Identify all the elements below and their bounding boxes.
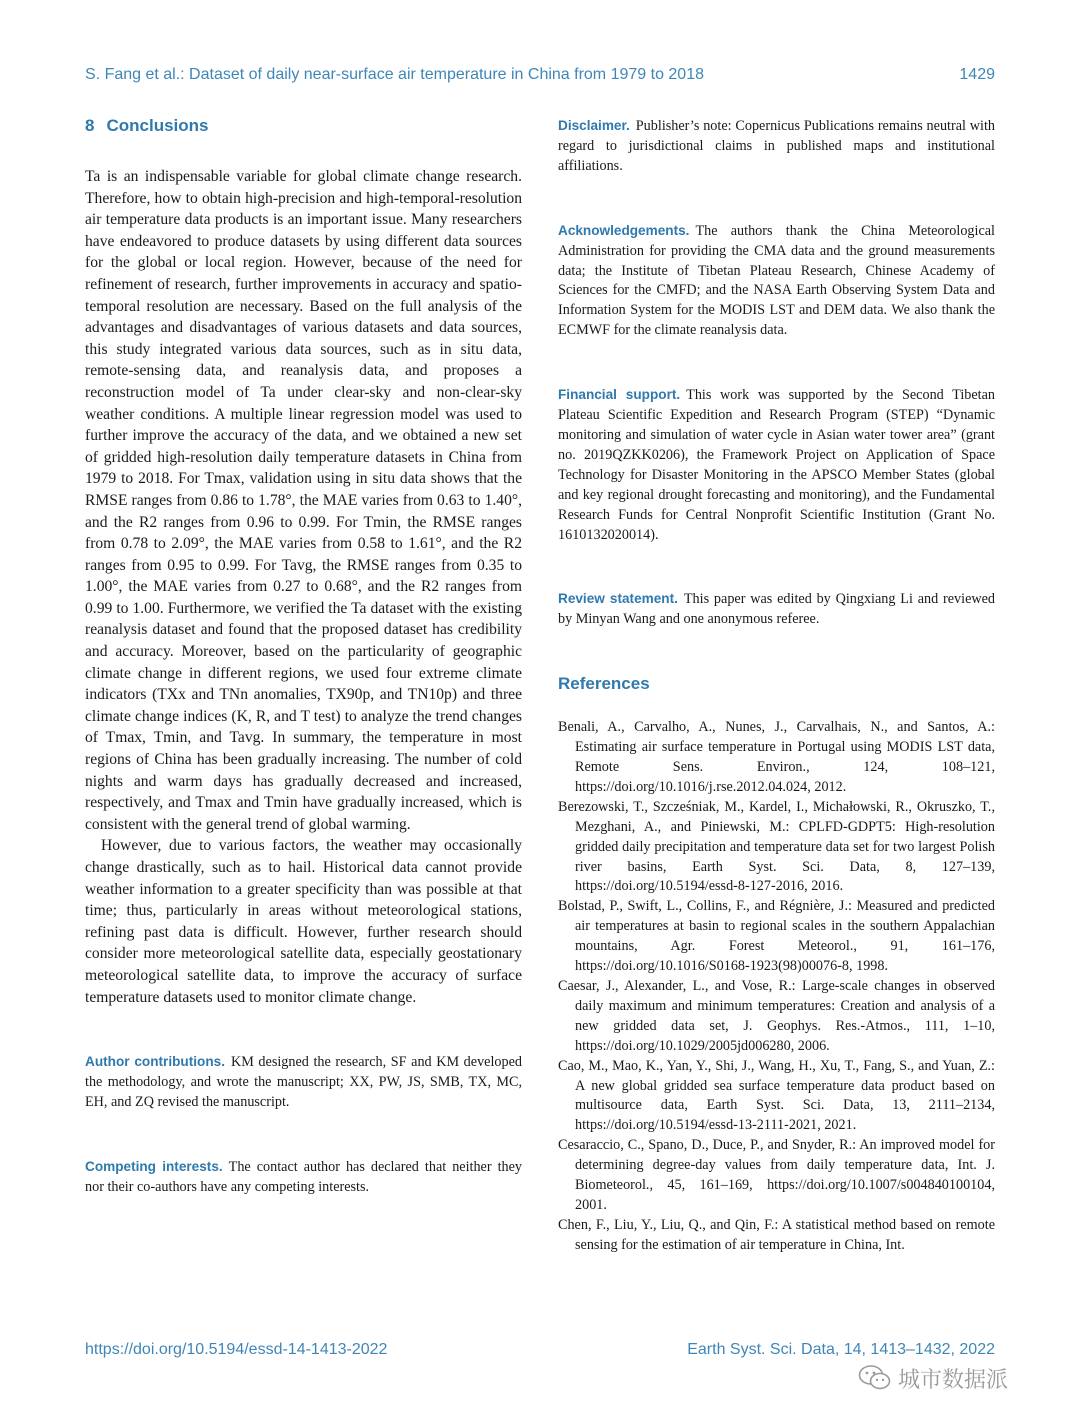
reference-item: Caesar, J., Alexander, L., and Vose, R.: Large-scale changes in observed daily maximum and minimum temperatures: Creation and analysis of a new gridded data set, J. Geophys. Res.-Atmos., 111, 1–10, https://doi.org/10.1029/2005jd006280, 2006. <box>558 978 995 1054</box>
wechat-icon <box>858 1364 892 1392</box>
financial-support-text: This work was supported by the Second Tibetan Plateau Scientific Expedition and Research Program (STEP) “Dynamic monitoring and simulation of water cycle in Asian water tower area” (grant no. 2019QZKK0206), the Framework Project on Application of Space Technology for Disaster Monitoring in the APSCO Member States (global and key regional drought forecasting and monitoring), and the Fundamental Research Funds for Central Nonprofit Scientific Institution (Grant No. 1610132020014). <box>558 387 995 543</box>
acknowledgements <box>558 221 995 341</box>
watermark-text: 城市数据派 <box>898 1367 1009 1393</box>
disclaimer <box>558 116 995 177</box>
financial-support-label: Financial support. <box>558 387 681 403</box>
reference-item: Cao, M., Mao, K., Yan, Y., Shi, J., Wang, H., Xu, T., Fang, S., and Yuan, Z.: A new global gridded sea surface temperature data product based on multisource data, Earth Syst. Sci. Data, 13, 2111–2134, https://doi.org/10.5194/essd-13-2111-2021, 2021. <box>558 1057 995 1134</box>
right-column <box>558 116 995 1256</box>
reference-item: Cesaraccio, C., Spano, D., Duce, P., and Snyder, R.: An improved model for determining degree-day values from daily temperature data, Int. J. Biometeorol., 45, 161–169, https://doi.org/10.1007/s004840100104, 2001. <box>558 1137 995 1213</box>
reference-item: Berezowski, T., Szcześniak, M., Kardel, I., Michałowski, R., Okruszko, T., Mezghani, A., and Piniewski, M.: CPLFD-GDPT5: High-resolution gridded daily precipitation and temperature data set for two largest Polish river basins, Earth Syst. Sci. Data, 8, 127–139, https://doi.org/10.5194/essd-8-127-2016, 2016. <box>558 798 995 895</box>
references-heading: References <box>558 674 650 694</box>
reference-list <box>558 718 995 1255</box>
section-heading <box>85 116 522 138</box>
watermark <box>858 1360 1008 1396</box>
footer-journal: Earth Syst. Sci. Data, 14, 1413–1432, 2022 <box>687 1341 995 1358</box>
reference-item: Bolstad, P., Swift, L., Collins, F., and Régnière, J.: Measured and predicted air temperatures at basin to regional scales in the southern Appalachian mountains, Agr. Forest Meteorol., 91, 161–176, https://doi.org/10.1016/S0168-1923(98)00076-8, 1998. <box>558 898 995 975</box>
footer-doi-link[interactable]: https://doi.org/10.5194/essd-14-1413-2022 <box>85 1341 388 1358</box>
review-statement <box>558 589 995 630</box>
author-contributions-text: KM designed the research, SF and KM developed the methodology, and wrote the manuscript; XX, PW, JS, SMB, TX, MC, EH, and ZQ revised the manuscript. <box>85 1054 522 1110</box>
reference-item: Benali, A., Carvalho, A., Nunes, J., Carvalhais, N., and Santos, A.: Estimating air surface temperature in Portugal using MODIS LST data, Remote Sens. Environ., 124, 108–121, https://doi.org/10.1016/j.rse.2012.04.024, 2012. <box>558 719 995 795</box>
disclaimer-label: Disclaimer. <box>558 118 630 133</box>
competing-interests-text: The contact author has declared that neither they nor their co-authors have any competing interests. <box>85 1158 523 1195</box>
reference-item: Chen, F., Liu, Y., Liu, Q., and Qin, F.: A statistical method based on remote sensing for the estimation of air temperature in China, Int. <box>558 1216 995 1253</box>
competing-interests-label: Competing interests. <box>85 1158 223 1174</box>
acknowledgements-text: The authors thank the China Meteorological Administration for providing the CMA data and the ground measurements data; the Institute of Tibetan Plateau Research, Chinese Academy of Sciences for the CMFD; and the NASA Earth Observing System Data and Information System for the MODIS LST and DEM data. We also thank the ECMWF for the climate reanalysis data. <box>558 222 995 339</box>
left-column <box>85 116 522 1198</box>
section-number: 8 <box>85 116 95 135</box>
financial-support <box>558 385 995 545</box>
conclusions-paragraph-2: However, due to various factors, the weather may occasionally change drastically, such as to hail. Historical data cannot provide weather information to a greater specificity than was possible at that time; thus, particularly in areas without meteorological stations, refining past data is difficult. However, further research should consider more meteorological satellite data, especially geostationary meteorological satellite data, to improve the accuracy of surface temperature datasets used to monitor climate change. <box>85 837 522 1006</box>
disclaimer-text: Publisher’s note: Copernicus Publications remains neutral with regard to jurisdictional claims in published maps and institutional affiliations. <box>558 118 995 174</box>
author-contributions-label: Author contributions. <box>85 1054 225 1070</box>
review-statement-label: Review statement. <box>558 591 678 607</box>
competing-interests <box>85 1157 522 1198</box>
acknowledgements-label: Acknowledgements. <box>558 222 690 238</box>
conclusions-paragraph-1: Ta is an indispensable variable for global climate change research. Therefore, how to obtain high-precision and high-temporal-resolution air temperature data products is an important issue. Many researchers have endeavored to produce datasets by using different data sources for the global or local region. However, because of the need for refinement of research, further improvements in accuracy and spatio-temporal resolution are necessary. Based on the full analysis of the advantages and disadvantages of various datasets and data sources, this study integrated various data sources, such as in situ data, remote-sensing data, and reanalysis data, and proposes a reconstruction model of Ta under clear-sky and non-clear-sky weather conditions. A multiple linear regression model was used to further improve the accuracy of the data, and we obtained a new set of gridded high-resolution daily temperature datasets in China from 1979 to 2018. For Tmax, validation using in situ data shows that the RMSE ranges from 0.86 to 1.78°, the MAE varies from 0.63 to 1.40°, and the R2 ranges from 0.96 to 0.99. For Tmin, the RMSE ranges from 0.78 to 2.09°, the MAE varies from 0.58 to 1.61°, and the R2 ranges from 0.95 to 0.99. For Tavg, the RMSE ranges from 0.35 to 1.00°, the MAE varies from 0.27 to 0.68°, and the R2 ranges from 0.99 to 1.00. Furthermore, we verified the Ta dataset with the existing reanalysis dataset and found that the proposed dataset has credibility and accuracy. Moreover, based on the particularity of geographic climate change in different regions, we used four extreme climate indicators (TXx and TNn anomalies, TX90p, and TN10p) and three climate change indices (K, R, and T test) to analyze the trend changes of Tmax, Tmin, and Tavg. In summary, the temperature in most regions of China has been gradually increasing. The number of cold nights and warm days has gradually decreased and increased, respectively, and Tmax and Tmin have gradually increased, which is consistent with the general trend of global warming. <box>85 168 522 833</box>
author-contributions <box>85 1052 522 1113</box>
running-header <box>85 66 995 90</box>
section-title: Conclusions <box>106 116 209 135</box>
review-statement-text: This paper was edited by Qingxiang Li and reviewed by Minyan Wang and one anonymous referee. <box>558 591 996 628</box>
running-title: S. Fang et al.: Dataset of daily near-surface air temperature in China from 1979 to 2018 <box>85 66 704 83</box>
page-number: 1429 <box>959 66 995 83</box>
